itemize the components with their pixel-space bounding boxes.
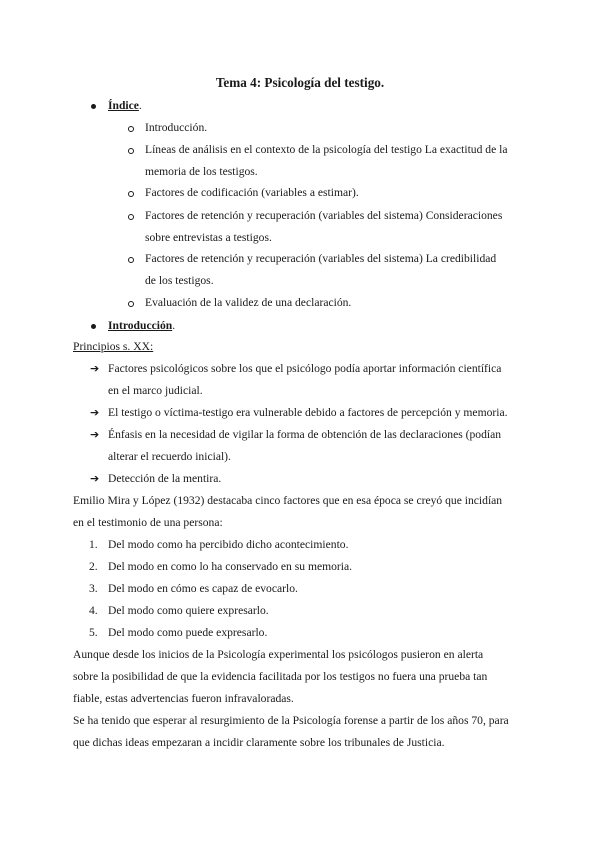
- principle-item: Factores psicológicos sobre los que el psicólogo podía aportar información científica: [108, 362, 502, 375]
- factor-item: Del modo en cómo es capaz de evocarlo.: [108, 582, 298, 595]
- list-number: 4.: [89, 604, 98, 617]
- circle-bullet-icon: [128, 257, 134, 263]
- bullet-icon: [91, 104, 96, 109]
- paragraph-line: que dichas ideas empezaran a incidir claramente sobre los tribunales de Justicia.: [73, 736, 445, 749]
- index-item-cont: sobre entrevistas a testigos.: [145, 231, 272, 244]
- index-item: Líneas de análisis en el contexto de la psicología del testigo La exactitud de la: [145, 143, 508, 156]
- list-number: 2.: [89, 560, 98, 573]
- paragraph-line: Se ha tenido que esperar al resurgimiento de la Psicología forense a partir de los años 70, para: [73, 714, 509, 727]
- index-item-cont: memoria de los testigos.: [145, 165, 258, 178]
- arrow-bullet-icon: ➔: [90, 362, 100, 375]
- paragraph-line: Aunque desde los inicios de la Psicología experimental los psicólogos pusieron en alerta: [73, 648, 484, 661]
- index-item: Evaluación de la validez de una declaración.: [145, 296, 352, 309]
- list-number: 3.: [89, 582, 98, 595]
- circle-bullet-icon: [128, 148, 134, 154]
- principles-label: Principios s. XX:: [73, 340, 154, 353]
- circle-bullet-icon: [128, 214, 134, 220]
- principle-item: Énfasis en la necesidad de vigilar la forma de obtención de las declaraciones (podían: [108, 428, 502, 441]
- arrow-bullet-icon: ➔: [90, 406, 100, 419]
- list-number: 5.: [89, 626, 98, 639]
- index-heading: Índice.: [108, 99, 142, 112]
- principle-item: El testigo o víctima-testigo era vulnerable debido a factores de percepción y memoria.: [108, 406, 508, 419]
- factor-item: Del modo como puede expresarlo.: [108, 626, 268, 639]
- circle-bullet-icon: [128, 126, 134, 132]
- list-number: 1.: [89, 538, 98, 551]
- index-item: Factores de retención y recuperación (variables del sistema) La credibilidad: [145, 252, 497, 265]
- factor-item: Del modo en como lo ha conservado en su memoria.: [108, 560, 353, 573]
- mira-paragraph-cont: en el testimonio de una persona:: [73, 516, 223, 529]
- principle-item: Detección de la mentira.: [108, 472, 222, 485]
- factor-item: Del modo como quiere expresarlo.: [108, 604, 269, 617]
- index-item: Factores de codificación (variables a estimar).: [145, 186, 359, 199]
- intro-heading: Introducción.: [108, 319, 176, 332]
- arrow-bullet-icon: ➔: [90, 472, 100, 485]
- arrow-bullet-icon: ➔: [90, 428, 100, 441]
- circle-bullet-icon: [128, 301, 134, 307]
- index-item: Introducción.: [145, 121, 208, 134]
- principle-item-cont: en el marco judicial.: [108, 384, 203, 397]
- circle-bullet-icon: [128, 191, 134, 197]
- page-title: Tema 4: Psicología del testigo.: [215, 75, 385, 90]
- principle-item-cont: alterar el recuerdo inicial).: [108, 450, 231, 463]
- index-item-cont: de los testigos.: [145, 274, 214, 287]
- index-item: Factores de retención y recuperación (variables del sistema) Consideraciones: [145, 209, 503, 222]
- paragraph-line: sobre la posibilidad de que la evidencia facilitada por los testigos no fuera una prueba tan: [73, 670, 488, 683]
- paragraph-line: fiable, estas advertencias fueron infravaloradas.: [73, 692, 294, 705]
- factor-item: Del modo como ha percibido dicho acontecimiento.: [108, 538, 349, 551]
- mira-paragraph: Emilio Mira y López (1932) destacaba cinco factores que en esa época se creyó que incidían: [73, 494, 503, 507]
- bullet-icon: [91, 324, 96, 329]
